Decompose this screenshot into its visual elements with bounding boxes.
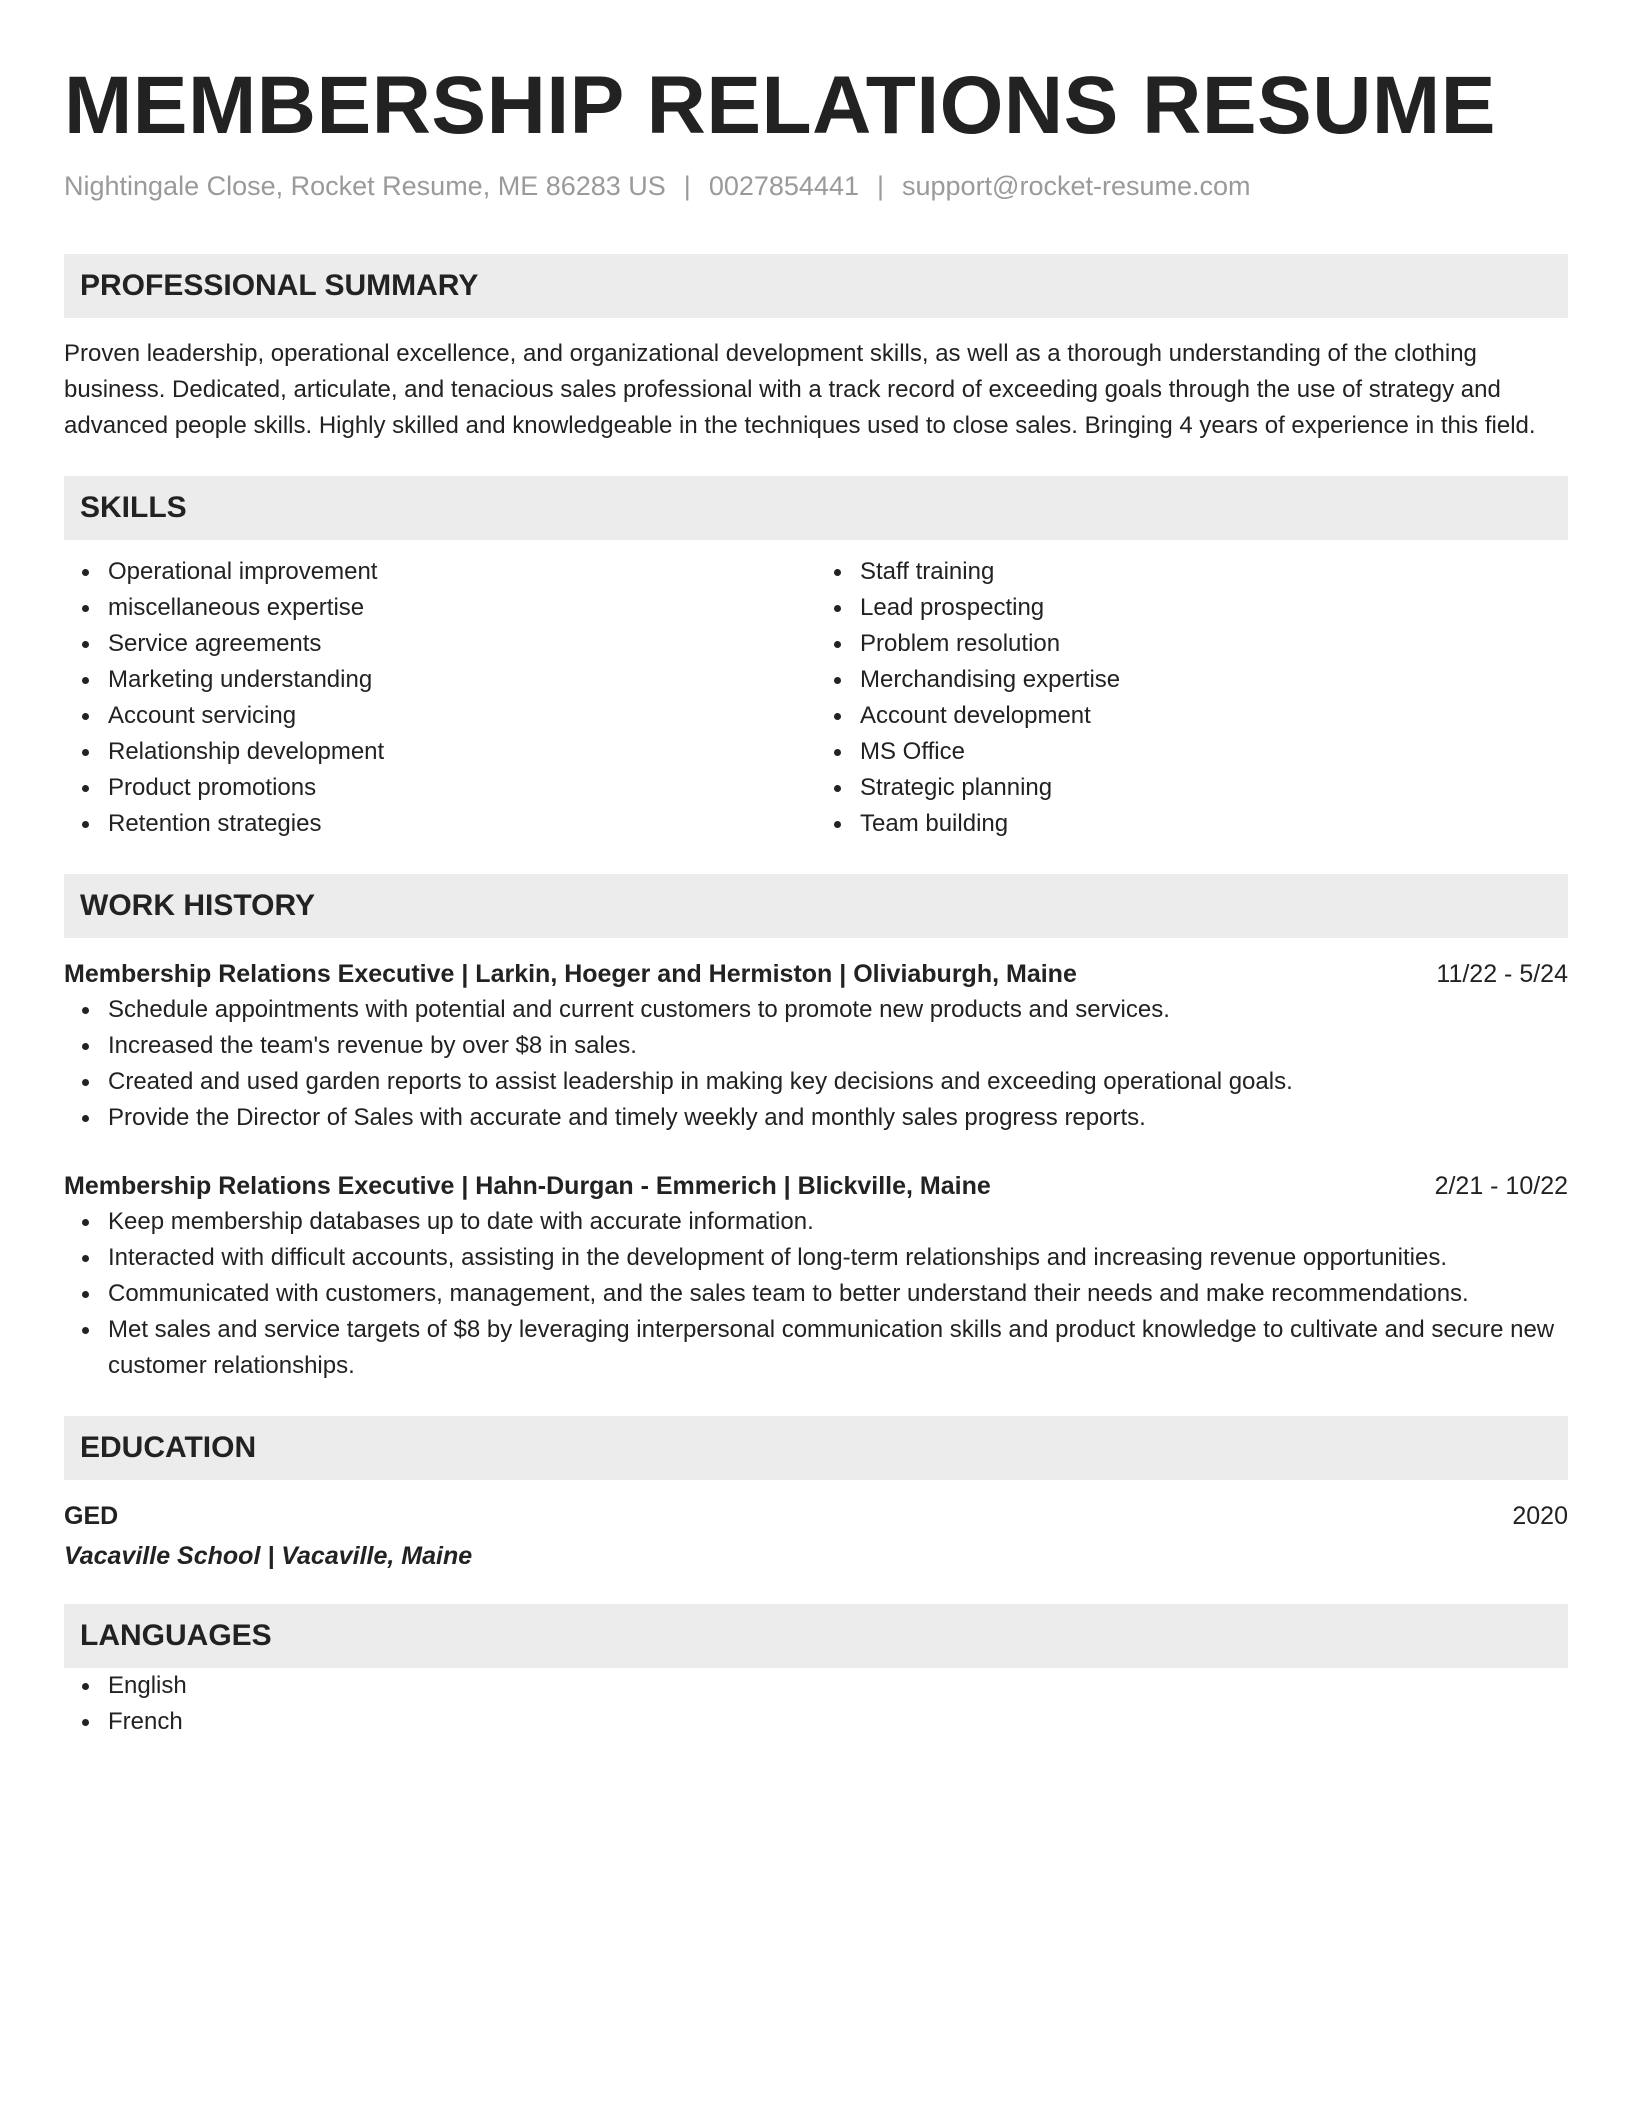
job-dates: 11/22 - 5/24 [1436,960,1568,988]
job-bullet: Communicated with customers, management, and the sales team to better understand their needs and make recommendations. [108,1276,1568,1312]
contact-phone: 0027854441 [708,171,859,201]
job-bullet-list [64,1204,1568,1384]
job-title: Membership Relations Executive | Larkin, Hoeger and Hermiston | Oliviaburgh, Maine [64,960,1077,988]
skill-item: Problem resolution [860,626,1568,662]
section-heading-skills: SKILLS [64,476,1568,540]
skill-item: Team building [860,806,1568,842]
education-degree: GED [64,1502,119,1530]
section-heading-education: EDUCATION [64,1416,1568,1480]
language-item: French [108,1704,1568,1740]
summary-text: Proven leadership, operational excellence, and organizational development skills, as well as a thorough understanding of the clothing business. Dedicated, articulate, and tenacious sales professional with a track record of exceeding goals through the use of strategy and advanced people skills. Highly skilled and knowledgeable in the techniques used to close sales. Bringing 4 years of experience in this field. [64,340,1536,439]
skills-column-right [816,554,1568,842]
language-list [64,1668,1568,1740]
section-heading-languages: LANGUAGES [64,1604,1568,1668]
job-bullet: Increased the team's revenue by over $8 in sales. [108,1028,1568,1064]
skill-item: Staff training [860,554,1568,590]
skill-item: Merchandising expertise [860,662,1568,698]
education-school: Vacaville School | Vacaville, Maine [64,1542,473,1570]
skill-item: Relationship development [108,734,816,770]
skill-item: MS Office [860,734,1568,770]
job-bullet: Interacted with difficult accounts, assisting in the development of long-term relationships and increasing revenue opportunities. [108,1240,1568,1276]
job-bullet: Provide the Director of Sales with accurate and timely weekly and monthly sales progress reports. [108,1100,1568,1136]
job-entry [64,1168,1568,1384]
skills-column-left [64,554,816,842]
section-heading-work-history: WORK HISTORY [64,874,1568,938]
skill-item: Strategic planning [860,770,1568,806]
job-bullet: Schedule appointments with potential and current customers to promote new products and services. [108,992,1568,1028]
job-bullet: Met sales and service targets of $8 by leveraging interpersonal communication skills and product knowledge to cultivate and secure new customer relationships. [108,1312,1568,1384]
contact-line [64,168,1568,204]
job-bullet: Created and used garden reports to assist leadership in making key decisions and exceeding operational goals. [108,1064,1568,1100]
job-header [64,956,1568,992]
skill-item: Marketing understanding [108,662,816,698]
skill-item: Account servicing [108,698,816,734]
skill-item: miscellaneous expertise [108,590,816,626]
skill-item: Lead prospecting [860,590,1568,626]
education-header [64,1498,1568,1534]
skill-item: Retention strategies [108,806,816,842]
contact-separator: | [683,171,691,201]
contact-address: Nightingale Close, Rocket Resume, ME 86283 US [64,171,666,201]
section-heading-summary: PROFESSIONAL SUMMARY [64,254,1568,318]
job-dates: 2/21 - 10/22 [1434,1172,1568,1200]
skill-item: Service agreements [108,626,816,662]
job-bullet-list [64,992,1568,1136]
contact-separator: | [876,171,884,201]
job-bullet: Keep membership databases up to date with accurate information. [108,1204,1568,1240]
education-year: 2020 [1512,1502,1568,1530]
skill-item: Operational improvement [108,554,816,590]
skills-grid [64,554,1568,842]
language-item: English [108,1668,1568,1704]
job-entry [64,956,1568,1136]
resume-title: MEMBERSHIP RELATIONS RESUME [64,60,1496,151]
skill-item: Account development [860,698,1568,734]
skill-item: Product promotions [108,770,816,806]
job-title: Membership Relations Executive | Hahn-Durgan - Emmerich | Blickville, Maine [64,1172,991,1200]
job-header [64,1168,1568,1204]
contact-email: support@rocket-resume.com [902,171,1251,201]
